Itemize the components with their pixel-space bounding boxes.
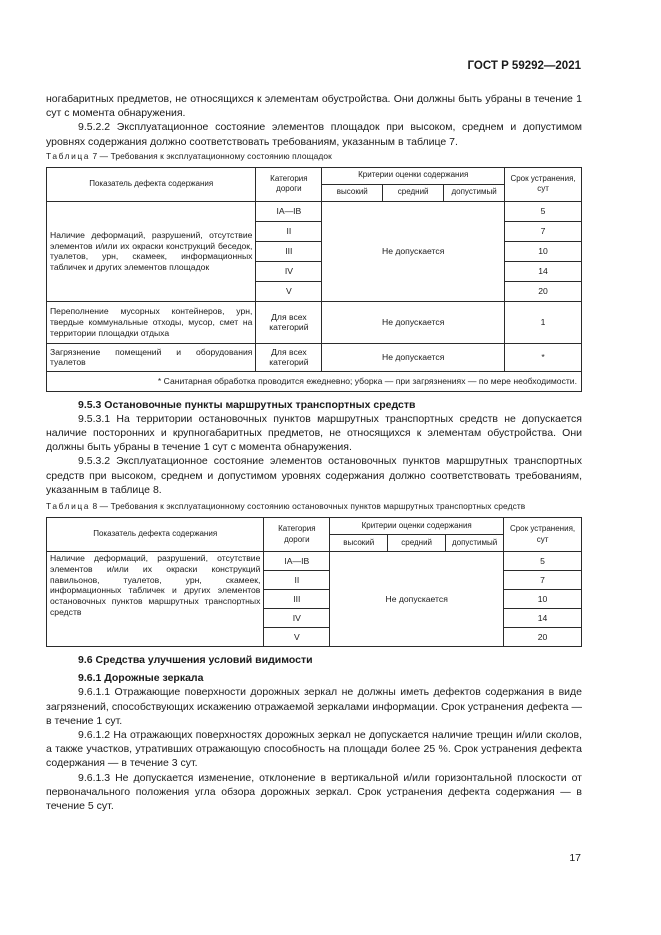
category-cell: IA—IB [256, 201, 322, 221]
paragraph-9-6-1-3: 9.6.1.3 Не допускается изменение, отклонение в вертикальной и/или горизонтальной плоскости от первоначального положения угла обзора дорожных зеркал. Срок устранения дефекта содержания — в течение 5 сут. [46, 771, 582, 813]
category-cell: V [256, 281, 322, 301]
document-code: ГОСТ Р 59292—2021 [467, 60, 581, 72]
paragraph-9-5-3-2: 9.5.3.2 Эксплуатационное состояние элементов остановочных пунктов маршрутных транспортных средств при высоком, среднем и допустимом уровнях содержания должно соответствовать требованиям, указанным в таблице 8. [46, 455, 582, 496]
header-medium: средний [383, 184, 444, 201]
paragraph-9-5-3-1: 9.5.3.1 На территории остановочных пунктов маршрутных транспортных средств не допускается наличие посторонних и крупногабаритных предметов, не относящихся к элементам обустройства. Они должны быть убраны в течение 1 сут с момента обнаружения. [46, 412, 582, 454]
term-cell: 20 [505, 281, 582, 301]
term-cell: 20 [504, 628, 582, 647]
header-high: высокий [322, 184, 383, 201]
criteria-cell: Не допускается [322, 201, 505, 301]
header-criteria: Критерии оценки содержания [322, 167, 505, 184]
table-row-indicator: Загрязнение помещений и оборудования туалетов [47, 343, 256, 371]
term-cell: 7 [504, 571, 582, 590]
term-cell: 10 [505, 241, 582, 261]
table-8-title: 8 — Требования к эксплуатационному состоянию остановочных пунктов маршрутных транспортных средств [92, 501, 526, 512]
category-cell: III [264, 590, 330, 609]
table-row-indicator: Наличие деформаций, разрушений, отсутствие элементов и/или их окраски конструкций павильонов, туалетов, урн, скамеек, информационных табличек и других элементов остановочных пунктов маршрутных транспортных средств [47, 552, 264, 647]
category-cell: III [256, 241, 322, 261]
header-indicator: Показатель дефекта содержания [47, 167, 256, 201]
category-cell: Для всех категорий [256, 301, 322, 343]
term-cell: 5 [505, 201, 582, 221]
header-high: высокий [330, 535, 388, 552]
category-cell: Для всех категорий [256, 343, 322, 371]
paragraph-9-6-1-1: 9.6.1.1 Отражающие поверхности дорожных зеркал не должны иметь дефектов содержания в виде загрязнений, способствующих искажению отражаемой зеркалами информации. Срок устранения дефекта — в течение 1 сут. [46, 686, 582, 727]
section-heading-9-6-1: 9.6.1 Дорожные зеркала [78, 672, 204, 685]
table-row-indicator: Наличие деформаций, разрушений, отсутствие элементов и/или их окраски конструкций беседок, туалетов, урн, скамеек, информационных табличек и других элементов площадок [47, 201, 256, 301]
term-cell: 7 [505, 221, 582, 241]
header-term: Срок устранения, сут [505, 167, 582, 201]
page-number: 17 [569, 852, 581, 864]
category-cell: II [264, 571, 330, 590]
category-cell: IV [264, 609, 330, 628]
term-cell: 5 [504, 552, 582, 571]
header-criteria: Критерии оценки содержания [330, 518, 504, 535]
paragraph: ногабаритных предметов, не относящихся к элементам обустройства. Они должны быть убраны в течение 1 сут с момента обнаружения. [46, 93, 582, 120]
section-heading-9-5-3: 9.5.3 Остановочные пункты маршрутных транспортных средств [78, 398, 416, 411]
table-7-title: 7 — Требования к эксплуатационному состоянию площадок [92, 150, 332, 161]
term-cell: 1 [505, 301, 582, 343]
header-acceptable: допустимый [444, 184, 505, 201]
category-cell: IA—IB [264, 552, 330, 571]
term-cell: 14 [504, 609, 582, 628]
table-7 [46, 167, 582, 392]
criteria-cell: Не допускается [330, 552, 504, 647]
category-cell: V [264, 628, 330, 647]
table-word: Таблица [46, 501, 91, 512]
paragraph-9-5-2-2: 9.5.2.2 Эксплуатационное состояние элементов площадок при высоком, среднем и допустимом уровнях содержания должно соответствовать требованиям, указанным в таблице 7. [46, 121, 582, 148]
header-medium: средний [388, 535, 446, 552]
page-body [46, 92, 582, 813]
table-row-indicator: Переполнение мусорных контейнеров, урн, твердые коммунальные отходы, мусор, смет на территории площадки отдыха [47, 301, 256, 343]
table-7-caption [46, 151, 582, 162]
category-cell: IV [256, 261, 322, 281]
category-cell: II [256, 221, 322, 241]
criteria-cell: Не допускается [322, 343, 505, 371]
header-acceptable: допустимый [446, 535, 504, 552]
table-word: Таблица [46, 150, 91, 161]
term-cell: 10 [504, 590, 582, 609]
table-8 [46, 517, 582, 647]
table-8-caption [46, 501, 582, 512]
term-cell: * [505, 343, 582, 371]
header-indicator: Показатель дефекта содержания [47, 518, 264, 552]
header-term: Срок устранения, сут [504, 518, 582, 552]
table-footnote: * Санитарная обработка проводится ежедневно; уборка — при загрязнениях — по мере необходимости. [47, 371, 582, 391]
section-heading-9-6: 9.6 Средства улучшения условий видимости [78, 654, 313, 667]
header-category: Категория дороги [264, 518, 330, 552]
paragraph-9-6-1-2: 9.6.1.2 На отражающих поверхностях дорожных зеркал не допускается наличие трещин и/или сколов, а также участков, утративших отражающую способность на площади более 25 %. Срок устранения дефекта содержания — в течение 3 сут. [46, 729, 582, 770]
header-category: Категория дороги [256, 167, 322, 201]
criteria-cell: Не допускается [322, 301, 505, 343]
term-cell: 14 [505, 261, 582, 281]
